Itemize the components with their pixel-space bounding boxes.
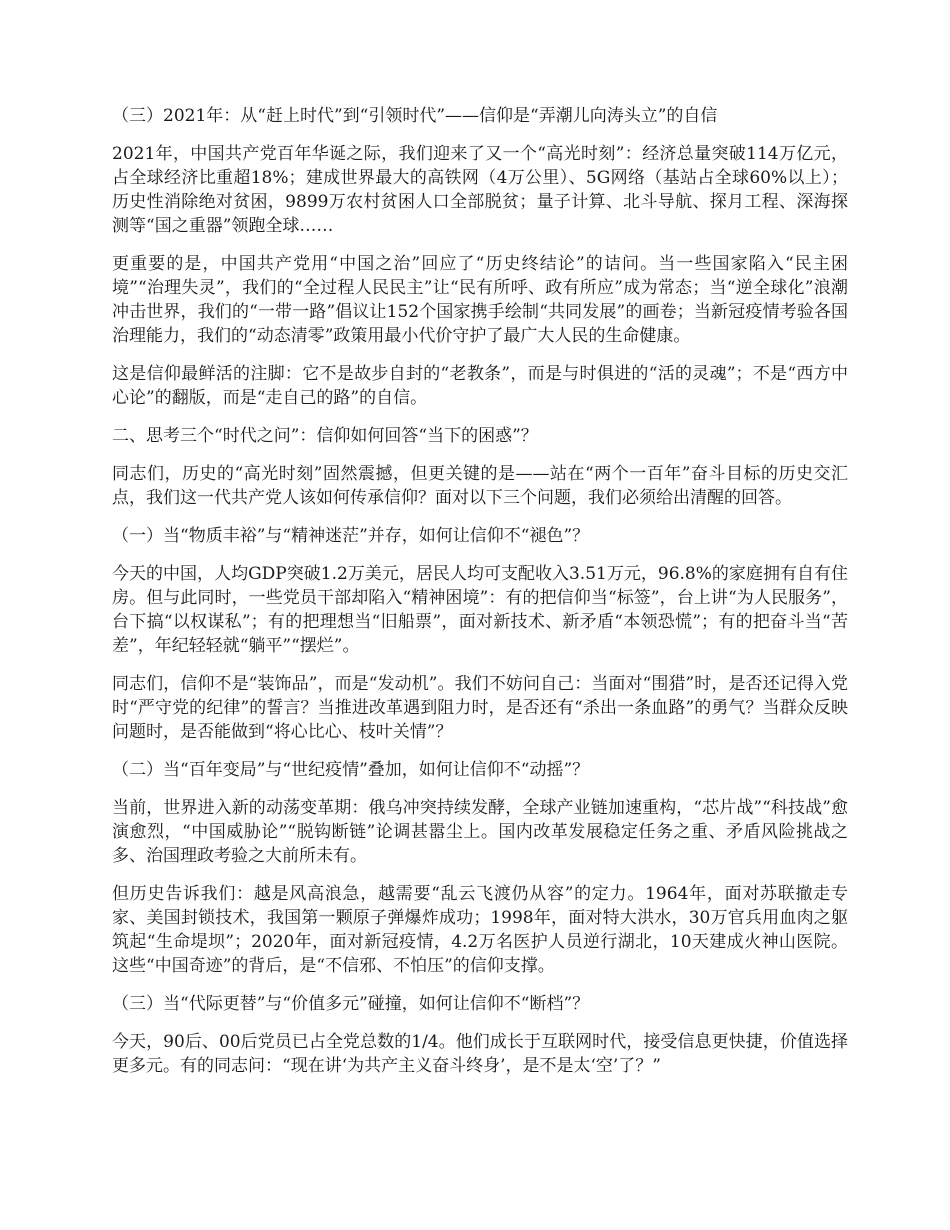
paragraph-china-governance: 更重要的是，中国共产党用“中国之治”回应了“历史终结论”的诘问。当一些国家陷入“民主困境”“治理失灵”，我们的“全过程人民民主”让“民有所呼、政有所应”成为常态；当“逆全球化”浪潮冲击世界，我们的“一带一路”倡议让152个国家携手绘制“共同发展”的画卷；当新冠疫情考验各国治理能力，我们的“动态清零”政策用最小代价守护了最广大人民的生命健康。 [112, 254, 848, 346]
section-heading-2021: （三）2021年：从“赶上时代”到“引领时代”——信仰是“弄潮儿向涛头立”的自信 [112, 106, 718, 126]
paragraph-world-turbulence: 当前，世界进入新的动荡变革期：俄乌冲突持续发酵，全球产业链加速重构，“芯片战”“科技战”愈演愈烈，“中国威胁论”“脱钩断链”论调甚嚣尘上。国内改革发展稳定任务之重、矛盾风险挑战之多、治国理政考验之大前所未有。 [112, 798, 848, 866]
paragraph-faith-engine: 同志们，信仰不是“装饰品”，而是“发动机”。我们不妨问自己：当面对“围猎”时，是否还记得入党时“严守党的纪律”的誓言？当推进改革遇到阻力时，是否还有“杀出一条血路”的勇气？当群众反映问题时，是否能做到“将心比心、枝叶关情”？ [112, 674, 848, 742]
subheading-question-3: （三）当“代际更替”与“价值多元”碰撞，如何让信仰不“断档”？ [112, 994, 590, 1014]
subheading-question-2: （二）当“百年变局”与“世纪疫情”叠加，如何让信仰不“动摇”？ [112, 760, 590, 780]
paragraph-history-lessons: 但历史告诉我们：越是风高浪急，越需要“乱云飞渡仍从容”的定力。1964年，面对苏联撤走专家、美国封锁技术，我国第一颗原子弹爆炸成功；1998年，面对特大洪水，30万官兵用血肉之躯筑起“生命堤坝”；2020年，面对新冠疫情，4.2万名医护人员逆行湖北，10天建成火神山医院。这些“中国奇迹”的背后，是“不信邪、不怕压”的信仰支撑。 [112, 884, 848, 976]
paragraph-2021-achievements: 2021年，中国共产党百年华诞之际，我们迎来了又一个“高光时刻”：经济总量突破114万亿元，占全球经济比重超18%；建成世界最大的高铁网（4万公里）、5G网络（基站占全球60%以上）；历史性消除绝对贫困，9899万农村贫困人口全部脱贫；量子计算、北斗导航、探月工程、深海探测等“国之重器”领跑全球…… [112, 144, 848, 236]
paragraph-faith-footnote: 这是信仰最鲜活的注脚：它不是故步自封的“老教条”，而是与时俱进的“活的灵魂”；不是“西方中心论”的翻版，而是“走自己的路”的自信。 [112, 364, 848, 408]
paragraph-material-abundance: 今天的中国，人均GDP突破1.2万美元，居民人均可支配收入3.51万元，96.8%的家庭拥有自有住房。但与此同时，一些党员干部却陷入“精神困境”：有的把信仰当“标签”，台上讲“为人民服务”，台下搞“以权谋私”；有的把理想当“旧船票”，面对新技术、新矛盾“本领恐慌”；有的把奋斗当“苦差”，年纪轻轻就“躺平”“摆烂”。 [112, 564, 848, 656]
subheading-question-1: （一）当“物质丰裕”与“精神迷茫”并存，如何让信仰不“褪色”？ [112, 526, 590, 546]
document-body [112, 104, 848, 1092]
section-heading-three-questions: 二、思考三个“时代之问”：信仰如何回答“当下的困惑”？ [112, 426, 538, 446]
paragraph-generational-change: 今天，90后、00后党员已占全党总数的1/4。他们成长于互联网时代，接受信息更快捷，价值选择更多元。有的同志问：“现在讲‘为共产主义奋斗终身’，是不是太‘空’了？” [112, 1032, 848, 1076]
paragraph-comrades-intro: 同志们，历史的“高光时刻”固然震撼，但更关键的是——站在“两个一百年”奋斗目标的历史交汇点，我们这一代共产党人该如何传承信仰？面对以下三个问题，我们必须给出清醒的回答。 [112, 464, 848, 508]
